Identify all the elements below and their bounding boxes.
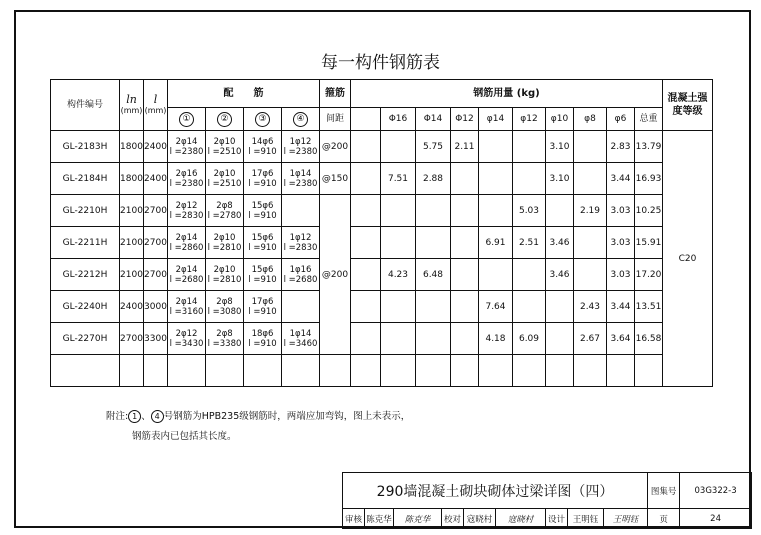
rebar-number-3: ③ [244,108,282,131]
member-no: GL-2212H [51,259,120,291]
rebar-2: 2φ10 l =2510 [206,131,244,163]
rebar-4: 1φ14 l =2380 [282,163,320,195]
atlas-number: 03G322-3 [680,473,752,509]
rebar-number-1: ① [168,108,206,131]
usage-value-8: 17.20 [635,259,663,291]
member-no: GL-2211H [51,227,120,259]
usage-value-8: 13.79 [635,131,663,163]
checker-signature: 寇晓村 [496,509,546,529]
usage-value-8: 16.93 [635,163,663,195]
usage-value-0 [381,131,416,163]
title-block [342,472,752,529]
usage-value-2: 2.11 [451,131,479,163]
usage-value-5: 3.46 [546,259,574,291]
rebar-3: 15φ6 l =910 [244,195,282,227]
usage-value-6: 2.43 [574,291,607,323]
usage-value-4: 2.51 [513,227,546,259]
header-l: l (mm) [144,80,168,131]
header-member-no: 构件编号 [51,80,120,131]
member-no: GL-2184H [51,163,120,195]
usage-value-2 [451,195,479,227]
rebar-4: 1φ12 l =2830 [282,227,320,259]
usage-header-2: Φ12 [451,108,479,131]
table-row [51,195,713,227]
ln-value: 1800 [120,131,144,163]
l-value: 3300 [144,323,168,355]
header-steel-usage: 钢筋用量 (kg) [351,80,663,108]
rebar-1: 2φ14 l =3160 [168,291,206,323]
usage-value-4 [513,291,546,323]
usage-value-8: 16.58 [635,323,663,355]
l-value: 2700 [144,259,168,291]
rebar-3: 17φ6 l =910 [244,163,282,195]
header-spacing: 间距 [320,108,351,131]
empty-cell [244,355,282,387]
l-value: 2700 [144,227,168,259]
usage-value-5 [546,291,574,323]
rebar-1: 2φ12 l =2830 [168,195,206,227]
table-title: 每一构件钢筋表 [321,53,440,73]
rebar-2: 2φ8 l =3380 [206,323,244,355]
usage-value-6 [574,259,607,291]
reviewer-signature: 陈克华 [394,509,442,529]
note-line-2: 钢筋表内已包括其长度。 [132,431,237,442]
usage-value-3 [479,163,513,195]
usage-value-6 [574,131,607,163]
header-ln: ln (mm) [120,80,144,131]
member-no: GL-2270H [51,323,120,355]
usage-header-5: φ10 [546,108,574,131]
usage-value-5: 3.10 [546,163,574,195]
usage-value-4: 5.03 [513,195,546,227]
rebar-3: 15φ6 l =910 [244,227,282,259]
note-circle-4: 4 [151,410,164,423]
stirrup-spacing: @150 [320,163,351,195]
usage-value-5: 3.10 [546,131,574,163]
checker-name: 寇晓村 [464,509,496,529]
header-concrete-grade: 混凝土强度等级 [663,80,713,131]
usage-value-8: 13.51 [635,291,663,323]
usage-value-2 [451,291,479,323]
check-label: 校对 [442,509,464,529]
rebar-4 [282,291,320,323]
table-row [51,163,713,195]
usage-value-1 [416,323,451,355]
rebar-1: 2φ16 l =2380 [168,163,206,195]
rebar-4: 1φ14 l =3460 [282,323,320,355]
empty-cell [51,355,120,387]
designer-signature: 王明钰 [604,509,648,529]
usage-value-7: 2.83 [607,131,635,163]
empty-cell [546,355,574,387]
empty-cell [635,355,663,387]
empty-cell [282,355,320,387]
usage-value-7: 3.64 [607,323,635,355]
usage-value-2 [451,227,479,259]
empty-cell [479,355,513,387]
usage-value-0 [381,291,416,323]
usage-value-3 [479,131,513,163]
usage-blank [351,195,381,227]
note-circle-1: 1 [128,410,141,423]
table-row [51,259,713,291]
empty-cell [168,355,206,387]
rebar-1: 2φ12 l =3430 [168,323,206,355]
l-value: 2700 [144,195,168,227]
usage-header-0: Φ16 [381,108,416,131]
rebar-3: 18φ6 l =910 [244,323,282,355]
table-row-empty [51,355,713,387]
member-no: GL-2210H [51,195,120,227]
usage-blank [351,131,381,163]
usage-header-1: Φ14 [416,108,451,131]
usage-header-3: φ14 [479,108,513,131]
usage-value-6 [574,227,607,259]
rebar-2: 2φ10 l =2510 [206,163,244,195]
usage-value-8: 10.25 [635,195,663,227]
header-stirrup: 箍筋 [320,80,351,108]
usage-blank-col [351,108,381,131]
usage-value-5: 3.46 [546,227,574,259]
stirrup-spacing: @200 [320,195,351,355]
usage-value-2 [451,323,479,355]
empty-cell [513,355,546,387]
usage-blank [351,259,381,291]
usage-value-3: 6.91 [479,227,513,259]
usage-header-4: φ12 [513,108,546,131]
usage-value-1: 5.75 [416,131,451,163]
usage-value-5 [546,323,574,355]
empty-cell [120,355,144,387]
empty-cell [351,355,381,387]
usage-value-1 [416,227,451,259]
empty-cell [416,355,451,387]
rebar-4: 1φ12 l =2380 [282,131,320,163]
reviewer-name: 陈克华 [365,509,394,529]
table-row [51,323,713,355]
usage-blank [351,323,381,355]
designer-name: 王明钰 [568,509,604,529]
l-value: 2400 [144,131,168,163]
usage-value-0: 4.23 [381,259,416,291]
empty-cell [574,355,607,387]
concrete-grade-value: C20 [663,131,713,387]
ln-value: 2400 [120,291,144,323]
stirrup-spacing: @200 [320,131,351,163]
usage-value-1: 2.88 [416,163,451,195]
empty-cell [607,355,635,387]
review-label: 审核 [343,509,365,529]
usage-value-8: 15.91 [635,227,663,259]
l-value: 2400 [144,163,168,195]
empty-cell [381,355,416,387]
usage-value-7: 3.03 [607,259,635,291]
usage-value-6 [574,163,607,195]
table-row [51,227,713,259]
usage-value-0 [381,227,416,259]
usage-value-4 [513,259,546,291]
ln-value: 2100 [120,227,144,259]
header-rebar-config: 配 筋 [168,80,320,108]
rebar-number-4: ④ [282,108,320,131]
page-number: 24 [680,509,752,529]
usage-value-7: 3.44 [607,291,635,323]
usage-value-0 [381,323,416,355]
member-no: GL-2183H [51,131,120,163]
ln-value: 2100 [120,195,144,227]
usage-value-3: 7.64 [479,291,513,323]
usage-value-4: 6.09 [513,323,546,355]
usage-value-0: 7.51 [381,163,416,195]
usage-header-8: 总重 [635,108,663,131]
usage-value-2 [451,163,479,195]
ln-value: 2100 [120,259,144,291]
usage-value-7: 3.44 [607,163,635,195]
usage-value-3 [479,259,513,291]
usage-blank [351,291,381,323]
note-line-1: 号钢筋为HPB235级钢筋时，两端应加弯钩，图上未表示， [163,411,411,422]
usage-value-6: 2.19 [574,195,607,227]
usage-value-2 [451,259,479,291]
rebar-1: 2φ14 l =2860 [168,227,206,259]
drawing-title: 290墙混凝土砌块砌体过梁详图（四） [343,473,648,509]
empty-cell [320,355,351,387]
note-prefix: 附注: [106,411,129,422]
usage-blank [351,227,381,259]
rebar-2: 2φ10 l =2810 [206,259,244,291]
rebar-table [50,79,713,387]
rebar-3: 14φ6 l =910 [244,131,282,163]
usage-value-4 [513,131,546,163]
ln-value: 1800 [120,163,144,195]
usage-value-7: 3.03 [607,195,635,227]
usage-value-4 [513,163,546,195]
footnote: 附注: 1 、 4 号钢筋为HPB235级钢筋时，两端应加弯钩，图上未表示， 钢筋表内已包括其长度。 [106,407,410,447]
rebar-3: 15φ6 l =910 [244,259,282,291]
rebar-number-2: ② [206,108,244,131]
usage-value-1: 6.48 [416,259,451,291]
atlas-label: 图集号 [648,473,680,509]
usage-blank [351,163,381,195]
page-label: 页 [648,509,680,529]
rebar-2: 2φ10 l =2810 [206,227,244,259]
rebar-2: 2φ8 l =2780 [206,195,244,227]
rebar-2: 2φ8 l =3080 [206,291,244,323]
rebar-1: 2φ14 l =2380 [168,131,206,163]
rebar-1: 2φ14 l =2680 [168,259,206,291]
usage-header-6: φ8 [574,108,607,131]
empty-cell [144,355,168,387]
rebar-4: 1φ16 l =2680 [282,259,320,291]
ln-value: 2700 [120,323,144,355]
l-value: 3000 [144,291,168,323]
usage-value-5 [546,195,574,227]
usage-value-0 [381,195,416,227]
rebar-3: 17φ6 l =910 [244,291,282,323]
empty-cell [451,355,479,387]
usage-value-1 [416,195,451,227]
usage-value-1 [416,291,451,323]
usage-value-7: 3.03 [607,227,635,259]
design-label: 设计 [546,509,568,529]
empty-cell [206,355,244,387]
table-row [51,131,713,163]
usage-value-3 [479,195,513,227]
usage-value-3: 4.18 [479,323,513,355]
table-row [51,291,713,323]
rebar-4 [282,195,320,227]
usage-value-6: 2.67 [574,323,607,355]
member-no: GL-2240H [51,291,120,323]
usage-header-7: φ6 [607,108,635,131]
